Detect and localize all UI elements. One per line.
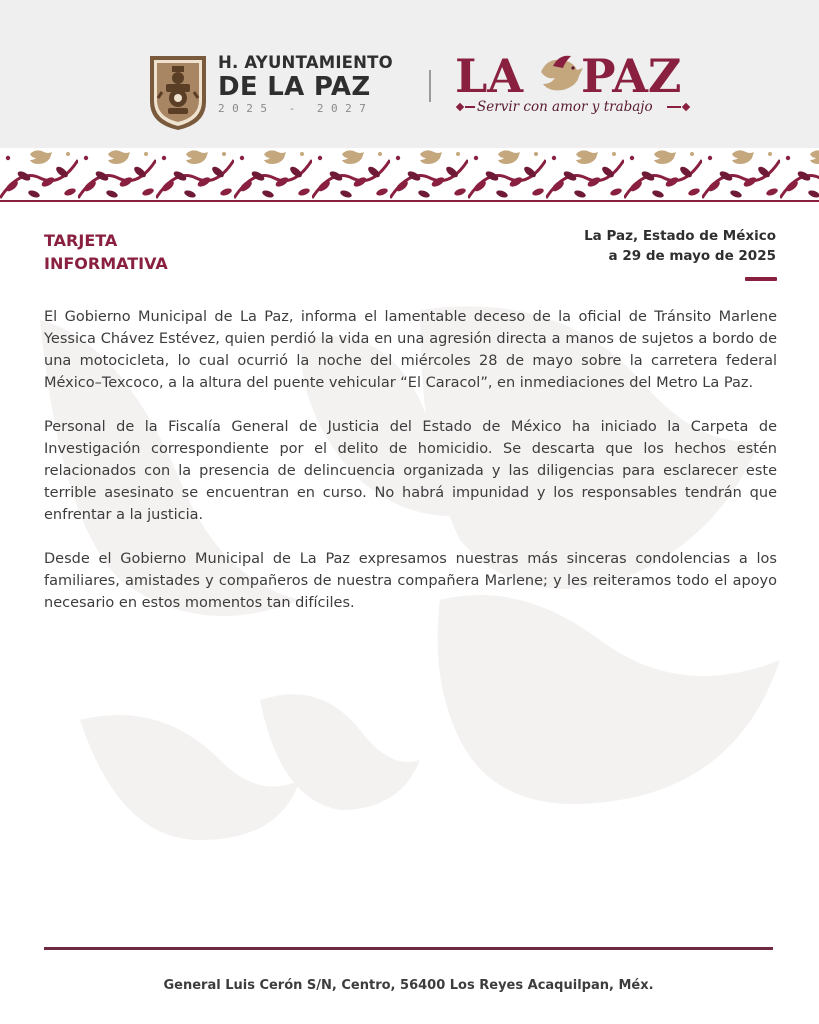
org-name-line1: H. AYUNTAMIENTO	[218, 53, 393, 72]
document-title	[44, 229, 244, 275]
organization-name	[218, 54, 408, 116]
document-body	[44, 306, 777, 636]
place-and-date	[476, 226, 776, 266]
header-divider	[429, 70, 431, 102]
footer-divider	[44, 947, 773, 950]
footer-address: General Luis Cerón S/N, Centro, 56400 Los Reyes Acaquilpan, Méx.	[163, 978, 654, 993]
org-name-line2: DE LA PAZ	[218, 72, 371, 102]
municipal-seal-icon	[146, 52, 210, 132]
body-paragraph: El Gobierno Municipal de La Paz, informa el lamentable deceso de la oficial de Tránsito Marlene Yessica Chávez Estévez, quien perdió la vida en una agresión directa a manos de sujetos a bordo de una motocicleta, lo cual ocurrió la noche del miércoles 28 de mayo sobre la carretera federal México–Texcoco, a la altura del puente vehicular “El Caracol”, en inmediaciones del Metro La Paz.	[44, 309, 777, 391]
place: La Paz, Estado de México	[584, 228, 776, 244]
org-term-years: 2025 - 2027	[218, 102, 374, 115]
brand-logo	[453, 48, 693, 122]
body-paragraph: Desde el Gobierno Municipal de La Paz expresamos nuestras más sinceras condolencias a los familiares, amistades y compañeros de nuestra compañera Marlene; y les reiteramos todo el apoyo necesario en estos momentos tan difíciles.	[44, 551, 777, 611]
document-title-line2: INFORMATIVA	[44, 254, 168, 273]
page-header	[0, 0, 819, 148]
slogan-left-diamond	[456, 103, 464, 111]
slogan-right-diamond	[682, 103, 690, 111]
brand-logo-left: LA	[455, 49, 524, 103]
dove-icon	[533, 52, 585, 98]
slogan: Servir con amor y trabajo	[477, 99, 653, 115]
slogan-left-line	[465, 106, 475, 108]
body-paragraph: Personal de la Fiscalía General de Justicia del Estado de México ha iniciado la Carpeta de Investigación correspondiente por el delito de homicidio. Se descarta que los hechos estén relacionados con la presencia de delincuencia organizada y las diligencias para esclarecer este terrible asesinato se encuentran en curso. No habrá impunidad y los responsables tendrán que enfrentar a la justicia.	[44, 419, 777, 523]
document-title-line1: TARJETA	[44, 231, 118, 250]
ornamental-band	[0, 148, 819, 202]
slogan-row	[455, 98, 691, 116]
accent-bar	[745, 277, 777, 281]
slogan-right-line	[667, 106, 681, 108]
brand-logo-right: PAZ	[581, 49, 682, 103]
date: a 29 de mayo de 2025	[608, 248, 776, 264]
